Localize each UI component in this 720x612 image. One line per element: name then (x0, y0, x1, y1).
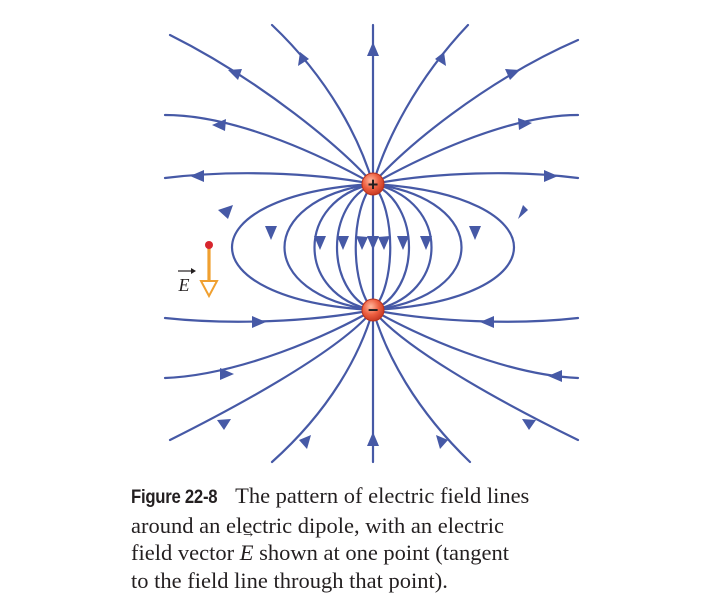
arrowhead (356, 236, 368, 250)
arrowhead (420, 236, 432, 250)
field-line (356, 184, 373, 310)
arrowhead (314, 236, 326, 250)
arrowhead (367, 236, 379, 250)
field-line (373, 310, 578, 322)
arrowhead (265, 226, 277, 240)
caption-line-1 (131, 482, 711, 512)
arrowhead (518, 205, 528, 219)
vector-label-text: E (178, 275, 190, 295)
caption-line-4: to the field line through that point). (131, 567, 448, 593)
arrowhead (337, 236, 349, 250)
arrowhead (367, 42, 379, 56)
field-point (205, 241, 213, 249)
field-line (373, 184, 462, 310)
field-line (373, 310, 470, 462)
field-line (285, 184, 374, 310)
arrowhead (252, 316, 266, 328)
arrowhead (548, 370, 562, 382)
positive-sign: + (367, 174, 379, 195)
arrowhead (190, 170, 204, 182)
vector-label (178, 268, 197, 295)
arrowhead (469, 226, 481, 240)
caption-text-1: The pattern of electric field lines (235, 483, 530, 508)
negative-charge (362, 299, 384, 321)
arrowhead (217, 419, 231, 430)
caption-line-2: around an electric dipole, with an electric (131, 512, 504, 538)
arrowhead (435, 52, 446, 66)
arrowhead (378, 236, 390, 250)
arrowhead (505, 69, 520, 80)
figure-caption (131, 482, 711, 594)
field-line (272, 25, 373, 184)
figure-label: Figure 22-8 (131, 487, 218, 508)
arrowhead (397, 236, 409, 250)
field-line (373, 184, 514, 310)
positive-charge (362, 173, 384, 195)
caption-vector-e: → E (240, 539, 254, 567)
caption-text-3a: field vector (131, 540, 235, 565)
field-line (232, 184, 373, 310)
negative-sign: − (367, 300, 379, 320)
arrowhead (544, 170, 558, 182)
field-line (165, 310, 373, 322)
arrowhead (299, 435, 311, 449)
arrowhead (367, 432, 379, 446)
arrowhead (228, 69, 242, 80)
field-vector (201, 241, 217, 296)
arrowhead (522, 419, 536, 430)
field-arrows (190, 42, 562, 449)
field-line (373, 184, 390, 310)
field-line (170, 35, 373, 184)
vector-arrowhead (201, 281, 217, 296)
caption-line-3 (131, 539, 711, 567)
field-line (272, 310, 373, 462)
arrowhead (480, 316, 494, 328)
arrowhead (218, 205, 233, 219)
caption-text-3b: shown at one point (tangent (259, 540, 510, 565)
